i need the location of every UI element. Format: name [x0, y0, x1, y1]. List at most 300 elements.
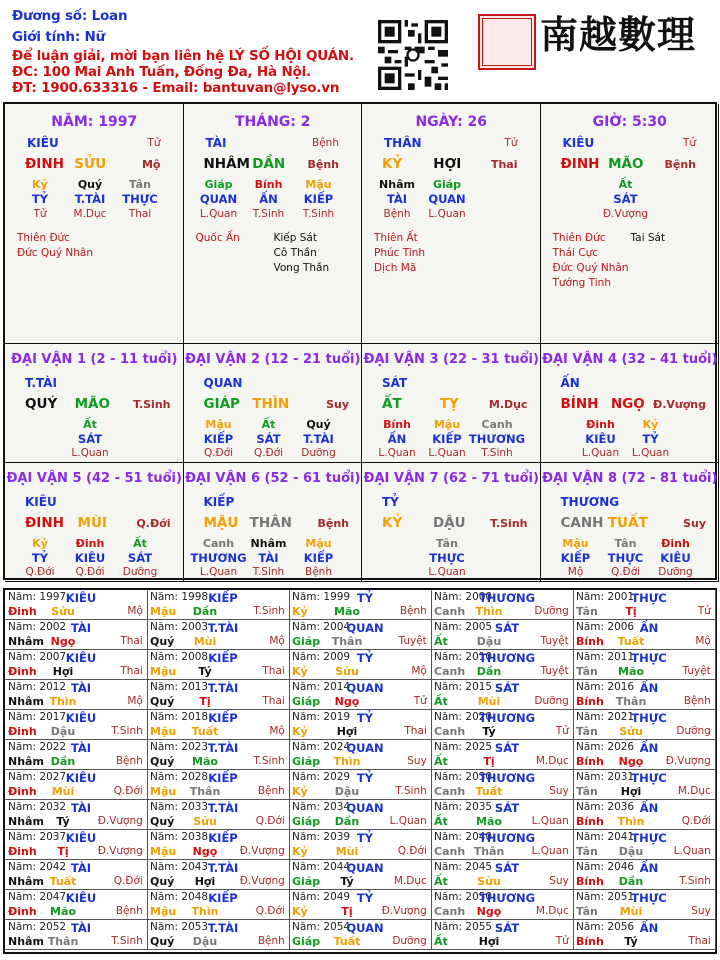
year-label: Năm: 2028: [150, 771, 209, 783]
year-god: KIẾP: [208, 771, 238, 785]
luck-hidden-god: T.TÀI: [303, 432, 334, 446]
year-stem: Mậu: [150, 845, 177, 858]
year-god: T.TÀI: [207, 861, 239, 875]
year-state: Tuyệt: [682, 665, 711, 677]
year-stem: Đinh: [8, 605, 37, 618]
year-branch: Dần: [192, 605, 218, 618]
year-cell: [431, 650, 574, 680]
pillar-stem: KỶ: [382, 156, 403, 172]
year-state: Thai: [262, 665, 285, 677]
year-branch: Tý: [482, 725, 496, 738]
year-cell: [431, 890, 574, 920]
pillar-state: Thai: [490, 158, 518, 171]
year-god: KIẾP: [208, 591, 238, 605]
luck-hidden-state: L.Quan: [581, 447, 620, 459]
luck-hidden-god: KIẾP: [432, 432, 462, 446]
year-god: THỰC: [631, 831, 667, 845]
luck-stem: KỶ: [382, 515, 403, 531]
star-left: Quốc Ấn: [195, 232, 240, 244]
luck-god: KIÊU: [25, 495, 57, 509]
pillar-branch: HỢI: [433, 156, 462, 172]
year-cell: [573, 920, 716, 950]
year-label: Năm: 2043: [150, 861, 209, 873]
luck-cell: [5, 463, 184, 582]
year-state: Suy: [549, 875, 569, 887]
pillar-title: GIỜ: 5:30: [592, 114, 667, 130]
luck-state: M.Dục: [488, 398, 528, 411]
year-label: Năm: 2055: [434, 921, 493, 933]
year-label: Năm: 2026: [576, 741, 635, 753]
year-cell: [289, 650, 432, 680]
luck-hidden-stem: Đinh: [586, 418, 615, 431]
year-state: Tử: [697, 605, 711, 617]
year-cell: [573, 620, 716, 650]
year-branch: Mão: [618, 665, 644, 678]
luck-title: ĐẠI VẬN 4 (32 - 41 tuổi): [542, 352, 718, 367]
year-stem: Ất: [434, 635, 448, 648]
year-label: Năm: 2038: [150, 831, 209, 843]
year-cell: [147, 590, 290, 620]
year-branch: Dậu: [50, 725, 76, 738]
star-left: Đức Quý Nhân: [552, 262, 629, 274]
year-god: SÁT: [494, 921, 520, 935]
pillar-god-state: Tử: [504, 137, 518, 149]
year-branch: Tý: [624, 935, 638, 948]
year-cell: [5, 680, 148, 710]
luck-hidden-state: Mộ: [567, 566, 584, 578]
year-god: KIÊU: [65, 831, 97, 845]
year-god: QUAN: [346, 861, 384, 875]
year-state: Đ.Vượng: [665, 755, 711, 767]
luck-state: T.Sinh: [133, 398, 171, 411]
year-stem: Đinh: [8, 905, 37, 918]
year-branch: Thìn: [617, 815, 645, 828]
year-god: ẤN: [639, 681, 659, 695]
luck-hidden-state: Q.Đới: [25, 566, 55, 578]
year-god: SÁT: [494, 621, 520, 635]
year-label: Năm: 2047: [8, 891, 67, 903]
qr-code-icon[interactable]: [378, 20, 448, 90]
pillar-state: Bệnh: [307, 158, 339, 171]
luck-hidden-god: TỶ: [31, 551, 49, 565]
year-label: Năm: 2050: [434, 891, 493, 903]
pillar-state: Bệnh: [664, 158, 696, 171]
year-branch: Mùi: [335, 845, 359, 858]
luck-hidden-god: SÁT: [77, 432, 103, 446]
year-branch: Tị: [199, 695, 211, 708]
luck-hidden-state: Q.Đới: [253, 447, 284, 459]
year-branch: Tuất: [475, 785, 503, 798]
pillar-title: NĂM: 1997: [51, 114, 138, 130]
year-god: TỶ: [356, 771, 374, 785]
year-state: Đ.Vượng: [239, 875, 285, 887]
star-right: Tai Sát: [630, 232, 666, 244]
year-stem: Kỷ: [292, 785, 308, 798]
year-god: TỶ: [356, 591, 374, 605]
year-god: KIẾP: [208, 711, 238, 725]
luck-hidden-state: Dưỡng: [122, 566, 158, 578]
luck-branch: NGỌ: [610, 396, 645, 412]
year-cell: [5, 860, 148, 890]
year-stem: Quý: [150, 815, 175, 828]
year-label: Năm: 2017: [8, 711, 67, 723]
year-cell: [289, 830, 432, 860]
year-state: L.Quan: [531, 845, 569, 857]
year-cell: [573, 830, 716, 860]
luck-hidden-stem: Kỷ: [642, 418, 659, 431]
year-label: Năm: 2001: [576, 591, 635, 603]
year-branch: Thân: [331, 635, 363, 648]
luck-branch: TỴ: [439, 396, 459, 412]
year-god: QUAN: [346, 621, 384, 635]
year-state: T.Sinh: [395, 785, 427, 797]
luck-branch: THÂN: [249, 515, 292, 531]
luck-branch: TUẤT: [607, 515, 648, 531]
year-state: M.Dục: [535, 755, 569, 767]
year-cell: [147, 890, 290, 920]
year-state: Bệnh: [683, 695, 711, 707]
year-god: KIÊU: [65, 891, 97, 905]
luck-hidden-stem: Canh: [202, 537, 235, 550]
luck-stem: GIÁP: [203, 396, 240, 412]
luck-hidden-god: KIÊU: [74, 551, 106, 565]
year-god: THƯƠNG: [478, 651, 536, 665]
year-state: M.Dục: [393, 875, 427, 887]
pillar-title: THÁNG: 2: [234, 114, 311, 130]
year-state: T.Sinh: [111, 935, 143, 947]
luck-god: THƯƠNG: [560, 495, 620, 509]
year-branch: Dần: [476, 665, 502, 678]
year-state: Tuyệt: [398, 635, 427, 647]
star-right: Cô Thần: [273, 247, 317, 259]
chart-grid: [3, 102, 717, 580]
year-cell: [5, 590, 148, 620]
year-god: SÁT: [494, 861, 520, 875]
year-label: Năm: 2013: [150, 681, 209, 693]
year-label: Năm: 2054: [292, 921, 351, 933]
star-left: Phúc Tinh: [374, 247, 426, 259]
luck-cell: [362, 344, 541, 463]
year-cell: [5, 890, 148, 920]
luck-stem: QUÝ: [25, 396, 58, 412]
year-cell: [289, 680, 432, 710]
year-branch: Tuất: [191, 725, 219, 738]
year-label: Năm: 2011: [576, 651, 635, 663]
year-cell: [573, 770, 716, 800]
luck-title: ĐẠI VẬN 6 (52 - 61 tuổi): [185, 471, 361, 486]
year-stem: Kỷ: [292, 665, 308, 678]
year-cell: [431, 860, 574, 890]
year-stem: Quý: [150, 635, 175, 648]
year-branch: Thìn: [333, 755, 361, 768]
year-label: Năm: 2049: [292, 891, 351, 903]
year-branch: Mùi: [619, 905, 643, 918]
year-state: Suy: [549, 785, 569, 797]
year-state: T.Sinh: [679, 875, 711, 887]
year-branch: Mão: [192, 755, 218, 768]
year-stem: Nhâm: [8, 815, 44, 828]
pillar-god: TÀI: [205, 136, 227, 150]
year-god: TÀI: [70, 681, 92, 695]
luck-hidden-god: TÀI: [258, 551, 279, 565]
year-god: SÁT: [494, 741, 520, 755]
year-branch: Tuất: [49, 875, 77, 888]
year-god: TÀI: [70, 861, 92, 875]
luck-cell: [5, 344, 184, 463]
year-cell: [289, 860, 432, 890]
year-cell: [573, 680, 716, 710]
client-name: Đương số: Loan: [12, 8, 128, 24]
year-state: Đ.Vượng: [97, 845, 143, 857]
star-right: Vong Thần: [273, 262, 330, 274]
pillar-branch: MÃO: [608, 156, 644, 172]
luck-hidden-stem: Tân: [436, 537, 458, 550]
year-god: QUAN: [346, 801, 384, 815]
luck-hidden-state: Q.Đới: [610, 566, 641, 578]
year-cell: [147, 830, 290, 860]
year-branch: Thìn: [49, 695, 77, 708]
year-branch: Ngọ: [476, 905, 502, 918]
luck-hidden-stem: Đinh: [75, 537, 105, 550]
year-stem: Nhâm: [8, 695, 44, 708]
year-cell: [431, 740, 574, 770]
year-state: Thai: [404, 725, 427, 737]
hidden-stem: Giáp: [432, 178, 462, 191]
year-stem: Ất: [434, 755, 448, 768]
luck-hidden-state: L.Quan: [631, 447, 670, 459]
luck-state: Đ.Vượng: [652, 398, 706, 411]
luck-god: TỶ: [382, 495, 399, 509]
client-gender: Giới tính: Nữ: [12, 29, 106, 45]
year-branch: Tý: [198, 665, 212, 678]
year-god: TỶ: [356, 831, 374, 845]
year-god: T.TÀI: [207, 681, 239, 695]
luck-cell: [184, 463, 363, 582]
year-label: Năm: 2015: [434, 681, 493, 693]
luck-hidden-god: SÁT: [127, 551, 153, 565]
hidden-state: Bệnh: [383, 208, 411, 220]
year-label: Năm: 2039: [292, 831, 351, 843]
year-cell: [289, 890, 432, 920]
year-label: Năm: 2022: [8, 741, 67, 753]
year-label: Năm: 2056: [576, 921, 635, 933]
year-state: Tuyệt: [540, 635, 569, 647]
hidden-stem: Nhâm: [379, 178, 415, 191]
luck-god: SÁT: [382, 376, 408, 390]
luck-title: ĐẠI VẬN 1 (2 - 11 tuổi): [11, 352, 178, 367]
luck-hidden-state: L.Quan: [428, 447, 466, 459]
luck-hidden-stem: Nhâm: [250, 537, 287, 550]
year-stem: Bính: [576, 875, 604, 888]
luck-hidden-stem: Kỷ: [32, 537, 48, 550]
brand-seal-logo: [478, 14, 536, 70]
year-branch: Thân: [615, 695, 647, 708]
contact-line: Để luận giải, mời bạn liên hệ LÝ SỐ HỘI QUÁN.: [12, 48, 354, 64]
year-state: Tử: [555, 935, 569, 947]
year-label: Năm: 2019: [292, 711, 351, 723]
year-cell: [147, 710, 290, 740]
luck-stem: ẤT: [382, 396, 402, 412]
hidden-god: TÀI: [386, 192, 408, 206]
year-cell: [431, 620, 574, 650]
luck-hidden-god: TỶ: [642, 432, 659, 446]
year-label: Năm: 2003: [150, 621, 209, 633]
year-stem: Canh: [434, 665, 466, 678]
year-god: TÀI: [70, 801, 92, 815]
luck-cell: [362, 463, 541, 582]
year-branch: Dậu: [618, 845, 644, 858]
pillar-cell: [541, 104, 720, 344]
year-cell: [147, 920, 290, 950]
year-label: Năm: 2052: [8, 921, 67, 933]
year-state: Mộ: [269, 635, 285, 647]
year-god: SÁT: [494, 801, 520, 815]
year-cell: [289, 740, 432, 770]
year-label: Năm: 2021: [576, 711, 635, 723]
pillar-god: KIÊU: [27, 136, 59, 150]
year-stem: Nhâm: [8, 755, 44, 768]
luck-hidden-state: L.Quan: [71, 447, 109, 459]
year-stem: Đinh: [8, 785, 37, 798]
hidden-stem: Ất: [618, 178, 633, 191]
year-label: Năm: 2029: [292, 771, 351, 783]
year-label: Năm: 2031: [576, 771, 635, 783]
year-stem: Giáp: [292, 755, 321, 768]
luck-title: ĐẠI VẬN 2 (12 - 21 tuổi): [185, 352, 361, 367]
year-god: KIẾP: [208, 831, 238, 845]
year-cell: [147, 860, 290, 890]
luck-hidden-stem: Canh: [481, 418, 513, 431]
year-cell: [431, 920, 574, 950]
hidden-state: T.Sinh: [252, 208, 285, 220]
luck-title: ĐẠI VẬN 8 (72 - 81 tuổi): [542, 471, 718, 486]
year-god: KIÊU: [65, 711, 97, 725]
year-cell: [5, 620, 148, 650]
year-stem: Giáp: [292, 935, 321, 948]
year-stem: Giáp: [292, 695, 321, 708]
hidden-stem: Quý: [77, 178, 103, 191]
year-branch: Dần: [334, 815, 360, 828]
year-stem: Bính: [576, 635, 604, 648]
year-cell: [147, 740, 290, 770]
year-god: THỰC: [631, 711, 667, 725]
year-branch: Tị: [483, 755, 495, 768]
year-cell: [147, 680, 290, 710]
year-state: Suy: [407, 755, 427, 767]
year-stem: Canh: [434, 845, 466, 858]
year-branch: Dậu: [192, 935, 218, 948]
luck-hidden-god: THƯƠNG: [190, 551, 247, 565]
luck-branch: MÃO: [74, 396, 110, 412]
year-god: THỰC: [631, 891, 667, 905]
year-label: Năm: 1998: [150, 591, 209, 603]
luck-title: ĐẠI VẬN 5 (42 - 51 tuổi): [6, 471, 182, 486]
year-stem: Nhâm: [8, 635, 44, 648]
year-state: Thai: [120, 635, 143, 647]
year-branch: Hợi: [336, 725, 358, 738]
pillar-stem: NHÂM: [203, 156, 250, 172]
year-stem: Nhâm: [8, 875, 44, 888]
star-left: Tướng Tinh: [552, 277, 611, 289]
year-label: Năm: 2045: [434, 861, 493, 873]
year-state: Dưỡng: [392, 935, 427, 947]
year-state: Dưỡng: [534, 605, 569, 617]
year-god: QUAN: [346, 741, 384, 755]
year-cell: [431, 770, 574, 800]
year-cell: [5, 770, 148, 800]
year-god: THƯƠNG: [478, 831, 536, 845]
year-god: THỰC: [631, 651, 667, 665]
year-cell: [5, 740, 148, 770]
year-cell: [147, 620, 290, 650]
year-stem: Mậu: [150, 665, 177, 678]
luck-stem: ĐINH: [25, 515, 64, 531]
year-cell: [147, 650, 290, 680]
luck-stem: BÍNH: [560, 396, 599, 412]
year-label: Năm: 2041: [576, 831, 635, 843]
year-cell: [431, 830, 574, 860]
year-branch: Mão: [50, 905, 76, 918]
luck-hidden-god: KIÊU: [585, 432, 616, 446]
luck-state: T.Sinh: [490, 517, 528, 530]
pillar-cell: [5, 104, 184, 344]
year-branch: Mùi: [193, 635, 217, 648]
pillar-stem: ĐINH: [560, 156, 600, 172]
year-state: Q.Đới: [681, 815, 711, 827]
year-state: Mộ: [695, 635, 711, 647]
year-god: SÁT: [494, 681, 520, 695]
pillar-god-state: Tử: [682, 137, 696, 149]
luck-hidden-god: KIÊU: [660, 551, 691, 565]
year-branch: Sửu: [51, 605, 75, 618]
year-branch: Dần: [50, 755, 76, 768]
star-left: Thái Cực: [552, 247, 599, 259]
year-stem: Mậu: [150, 605, 177, 618]
year-label: Năm: 2037: [8, 831, 67, 843]
year-branch: Tuất: [617, 635, 645, 648]
year-branch: Mùi: [477, 695, 501, 708]
year-branch: Dần: [618, 875, 644, 888]
year-state: Đ.Vượng: [97, 815, 143, 827]
year-stem: Giáp: [292, 875, 321, 888]
year-cell: [431, 800, 574, 830]
luck-cell: [541, 463, 720, 582]
pillar-cell: [362, 104, 541, 344]
year-state: Q.Đới: [113, 785, 143, 797]
year-god: THỰC: [631, 771, 667, 785]
year-state: Thai: [262, 695, 285, 707]
year-stem: Bính: [576, 935, 604, 948]
address-line: ĐC: 100 Mai Anh Tuấn, Đống Đa, Hà Nội.: [12, 64, 311, 80]
luck-hidden-god: THƯƠNG: [468, 432, 526, 446]
pillar-god-state: Tử: [147, 137, 161, 149]
hidden-god: QUAN: [428, 192, 466, 206]
year-label: Năm: 2010: [434, 651, 493, 663]
luck-hidden-state: L.Quan: [199, 566, 238, 578]
year-god: KIẾP: [208, 651, 238, 665]
year-state: Dưỡng: [534, 695, 569, 707]
star-left: Đức Quý Nhân: [17, 247, 93, 259]
year-cell: [289, 920, 432, 950]
luck-god: QUAN: [203, 376, 243, 390]
year-branch: Sửu: [619, 725, 643, 738]
year-label: Năm: 2053: [150, 921, 209, 933]
year-god: ẤN: [639, 861, 659, 875]
luck-hidden-god: THỰC: [607, 551, 644, 565]
year-god: QUAN: [346, 681, 384, 695]
year-branch: Thìn: [191, 905, 219, 918]
year-state: M.Dục: [535, 905, 569, 917]
